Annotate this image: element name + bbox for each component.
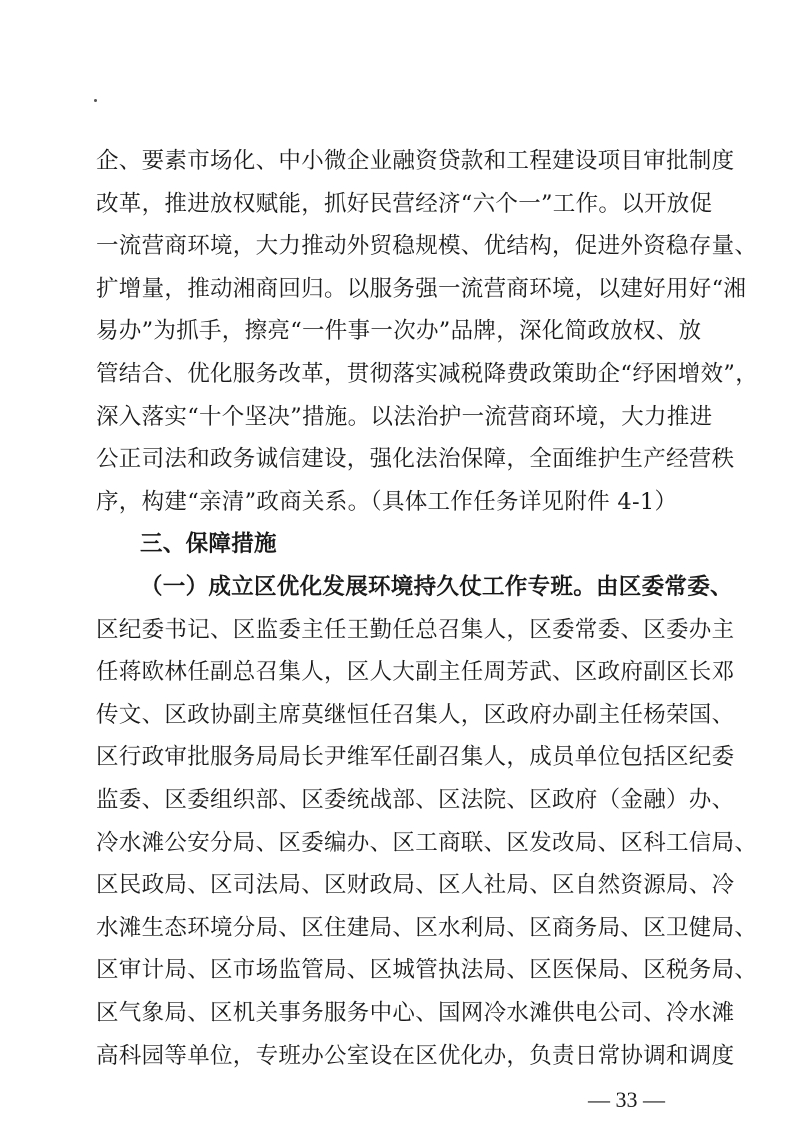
scan-artifact-dot [94, 99, 97, 102]
body-line: 区纪委书记、区监委主任王勤任总召集人，区委常委、区委办主 [96, 616, 735, 643]
body-line: 公正司法和政务诚信建设，强化法治保障，全面维护生产经营秩 [96, 446, 735, 473]
body-line: 区审计局、区市场监管局、区城管执法局、区医保局、区税务局、 [96, 957, 758, 984]
body-line: 一流营商环境，大力推动外贸稳规模、优结构，促进外资稳存量、 [96, 233, 758, 260]
body-line: 区行政审批服务局局长尹维军任副召集人，成员单位包括区纪委 [96, 744, 735, 771]
body-line: 水滩生态环境分局、区住建局、区水利局、区商务局、区卫健局、 [96, 914, 758, 941]
section-heading: 三、保障措施 [140, 531, 277, 558]
body-line: 任蒋欧林任副总召集人，区人大副主任周芳武、区政府副区长邓 [96, 659, 735, 686]
body-line: 序，构建“亲清”政商关系。（具体工作任务详见附件 4-1） [96, 488, 678, 515]
body-line: 监委、区委组织部、区委统战部、区法院、区政府（金融）办、 [96, 787, 735, 813]
body-line: 区气象局、区机关事务服务中心、国网冷水滩供电公司、冷水滩 [96, 1000, 735, 1026]
body-line: 扩增量，推动湘商回归。以服务强一流营商环境，以建好用好“湘 [96, 275, 747, 302]
body-line: 深入落实“十个坚决”措施。以法治护一流营商环境，大力推进 [96, 403, 713, 430]
body-line: 易办”为抓手，擦亮“一件事一次办”品牌，深化简政放权、放 [96, 318, 702, 345]
subsection-heading-line: （一）成立区优化发展环境持久仗工作专班。由区委常委、 [140, 574, 733, 600]
body-line: 区民政局、区司法局、区财政局、区人社局、区自然资源局、冷 [96, 872, 735, 899]
body-line: 高科园等单位，专班办公室设在区优化办，负责日常协调和调度 [96, 1042, 735, 1069]
body-line: 管结合、优化服务改革，贯彻落实减税降费政策助企“纾困增效”， [96, 361, 759, 387]
body-line: 企、要素市场化、中小微企业融资贷款和工程建设项目审批制度 [96, 148, 735, 174]
body-line: 改革，推进放权赋能，抓好民营经济“六个一”工作。以开放促 [96, 190, 713, 217]
body-line: 传文、区政协副主席莫继恒任召集人，区政府办副主任杨荣国、 [96, 701, 735, 728]
body-line: 冷水滩公安分局、区委编办、区工商联、区发改局、区科工信局、 [96, 829, 758, 856]
page-number: — 33 — [588, 1087, 665, 1113]
